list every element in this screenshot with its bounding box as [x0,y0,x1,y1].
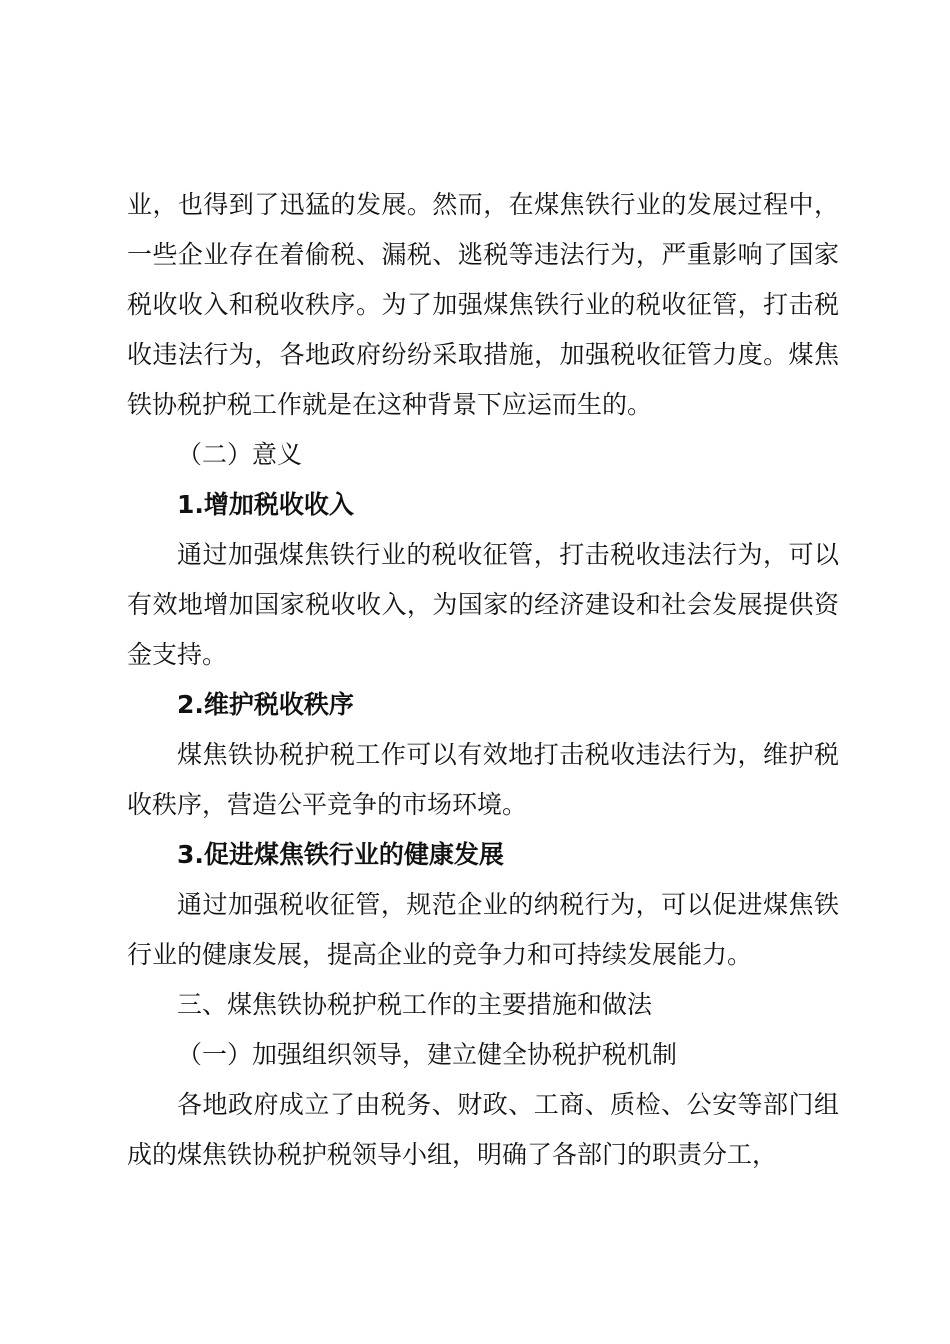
paragraph-maintain-tax-order: 煤焦铁协税护税工作可以有效地打击税收违法行为，维护税收秩序，营造公平竞争的市场环境。 [127,740,839,819]
paragraph-increase-tax-revenue: 通过加强煤焦铁行业的税收征管，打击税收违法行为，可以有效地增加国家税收收入，为国家的经济建设和社会发展提供资金支持。 [127,540,839,669]
subheading-maintain-tax-order: 2.维护税收秩序 [177,690,354,719]
section-heading-main-measures: 三、煤焦铁协税护税工作的主要措施和做法 [177,990,653,1019]
document-body [127,180,839,1180]
subheading-promote-industry-development: 3.促进煤焦铁行业的健康发展 [177,840,504,869]
paragraph-organization-leadership: 各地政府成立了由税务、财政、工商、质检、公安等部门组成的煤焦铁协税护税领导小组，明确了各部门的职责分工， [127,1090,839,1169]
subsection-heading-organization-leadership: （一）加强组织领导，建立健全协税护税机制 [177,1040,678,1069]
paragraph-background-continued: 业，也得到了迅猛的发展。然而，在煤焦铁行业的发展过程中，一些企业存在着偷税、漏税、逃税等违法行为，严重影响了国家税收收入和税收秩序。为了加强煤焦铁行业的税收征管，打击税收违法行为，各地政府纷纷采取措施，加强税收征管力度。煤焦铁协税护税工作就是在这种背景下应运而生的。 [127,190,839,419]
paragraph-promote-industry-development: 通过加强税收征管，规范企业的纳税行为，可以促进煤焦铁行业的健康发展，提高企业的竞争力和可持续发展能力。 [127,890,839,969]
subheading-increase-tax-revenue: 1.增加税收收入 [177,490,354,519]
section-heading-significance: （二）意义 [177,440,303,469]
